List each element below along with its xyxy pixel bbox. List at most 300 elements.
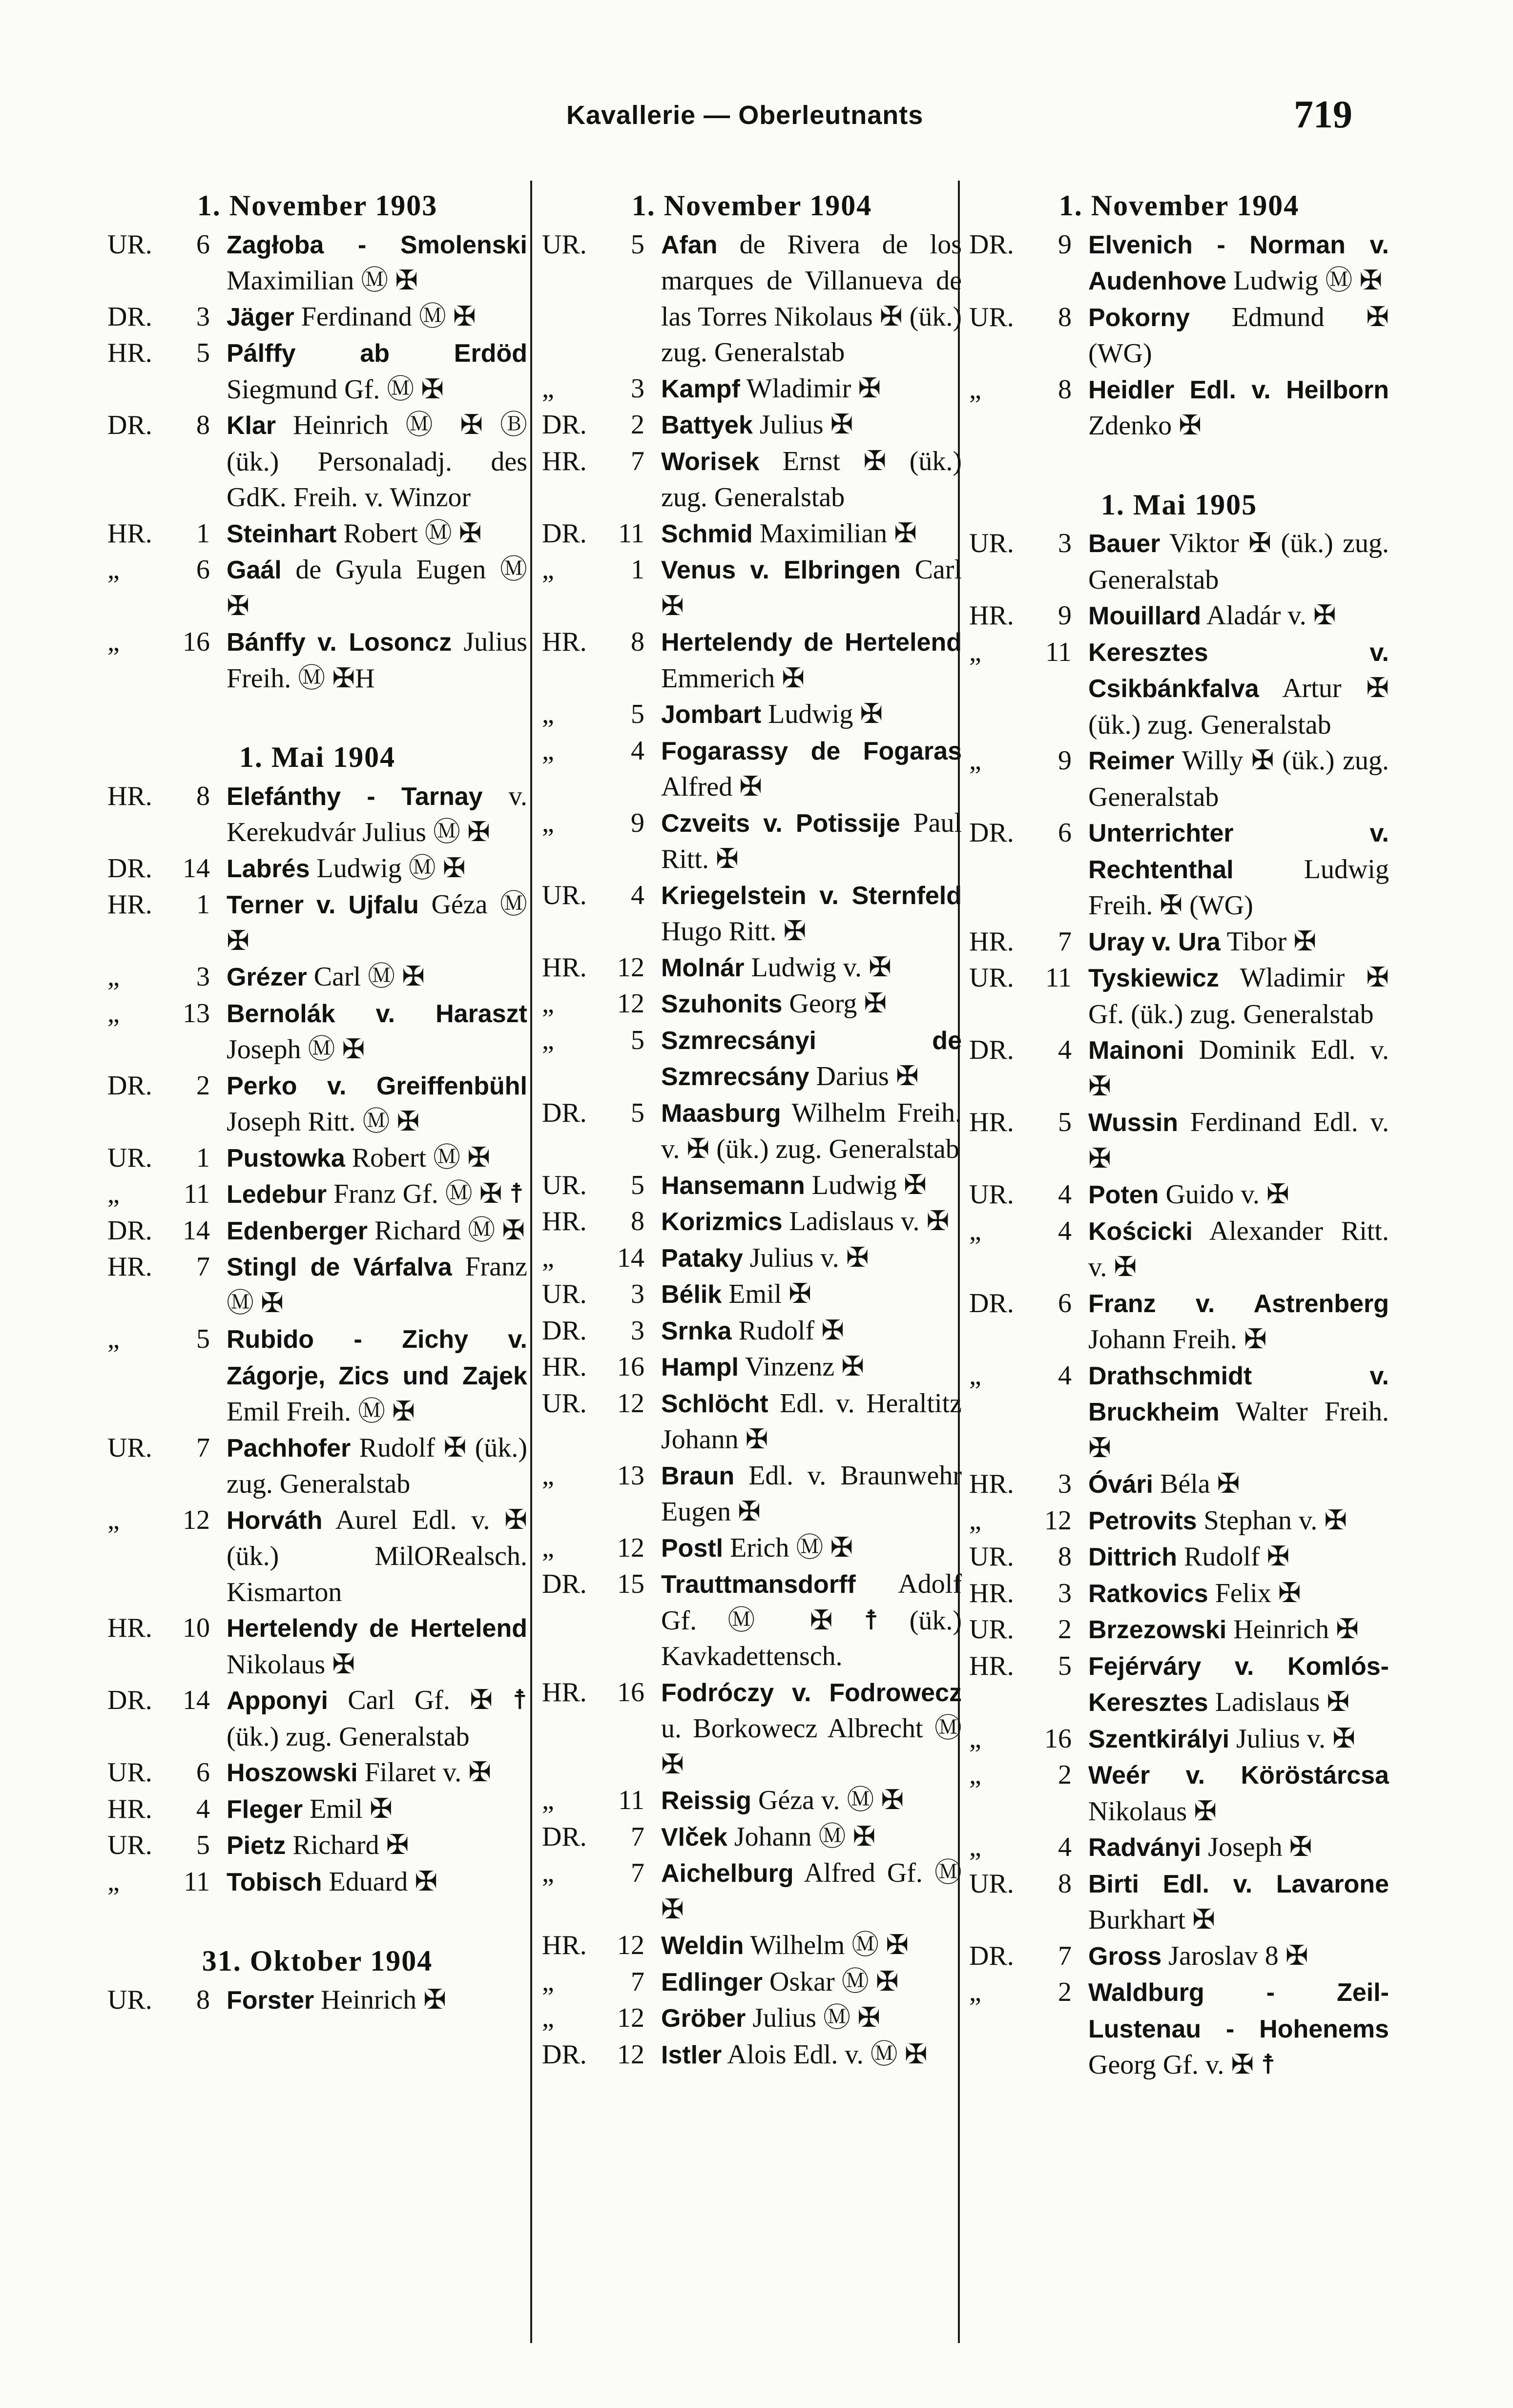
- surname: Kampf: [661, 374, 740, 403]
- regiment-number: 11: [184, 1179, 210, 1209]
- regiment-type: HR.: [107, 1613, 152, 1643]
- officer-name: [227, 1068, 527, 1140]
- regiment-type: „: [107, 962, 120, 992]
- officer-entry: [542, 624, 962, 697]
- regiment-number: 11: [1045, 637, 1072, 667]
- regiment-number: 6: [196, 229, 210, 260]
- regiment-number: 2: [1058, 1977, 1072, 2007]
- surname: Franz v. Astrenberg: [1088, 1289, 1389, 1318]
- regiment-number: 3: [1058, 1469, 1072, 1499]
- given-name-and-decorations: Johann Ⓜ ✠: [734, 1821, 876, 1852]
- regiment-number: 5: [1058, 1107, 1072, 1137]
- given-name-and-decorations: Aladár v. ✠: [1206, 600, 1336, 631]
- regiment-number: 4: [1058, 1832, 1072, 1862]
- regiment-type: „: [542, 1785, 554, 1815]
- regiment-number: 4: [1058, 1035, 1072, 1065]
- regiment-number: 11: [618, 1785, 644, 1815]
- regiment-number: 9: [1058, 745, 1072, 776]
- officer-name: [227, 227, 527, 299]
- given-name-and-decorations: Ferdinand Ⓜ ✠: [301, 301, 476, 332]
- officer-entry: [542, 1964, 962, 2001]
- surname: Rubido - Zichy v. Zágorje, Zics und Zajek: [227, 1325, 527, 1390]
- regiment-number: 3: [1058, 1578, 1072, 1608]
- regiment-type: DR.: [542, 518, 587, 549]
- officer-name: [227, 1502, 527, 1611]
- officer-entry: [107, 299, 527, 336]
- officer-name: [1088, 815, 1389, 924]
- regiment-type: HR.: [542, 1677, 587, 1708]
- officer-entry: [542, 1530, 962, 1567]
- regiment-number: 7: [196, 1252, 210, 1282]
- regiment-number: 8: [631, 1206, 644, 1236]
- regiment-type: „: [969, 1832, 981, 1862]
- section-date-heading: 1. Mai 1905: [1100, 488, 1258, 521]
- surname: Forster: [227, 1986, 314, 2015]
- surname: Apponyi: [227, 1687, 328, 1715]
- officer-entry: [542, 407, 962, 444]
- surname: Maasburg: [661, 1099, 781, 1128]
- regiment-type: „: [542, 555, 554, 585]
- officer-name: [661, 1276, 962, 1313]
- officer-name: [1088, 1866, 1389, 1938]
- given-name-and-decorations: Géza Ⓜ ✠: [227, 889, 527, 956]
- officer-entry: [107, 516, 527, 553]
- regiment-type: DR.: [969, 1288, 1014, 1318]
- officer-entry: [542, 227, 962, 371]
- officer-entry: [107, 1791, 527, 1828]
- surname: Korizmics: [661, 1208, 783, 1236]
- regiment-type: „: [969, 745, 981, 776]
- officer-name: [227, 1249, 527, 1321]
- surname: Birti Edl. v. Lavarone: [1088, 1870, 1389, 1898]
- officer-entry: [107, 1140, 527, 1177]
- officer-name: [661, 371, 962, 408]
- officer-name: [1088, 1032, 1389, 1105]
- section-date-heading: 1. November 1903: [197, 189, 438, 222]
- surname: Postl: [661, 1534, 724, 1563]
- officer-entry: [542, 371, 962, 408]
- given-name-and-decorations: u. Borkowecz Albrecht Ⓜ ✠: [661, 1713, 962, 1780]
- regiment-type: HR.: [107, 1252, 152, 1282]
- surname: Bernolák v. Haraszt: [227, 999, 527, 1028]
- officer-entry: [542, 805, 962, 878]
- regiment-type: „: [542, 1242, 554, 1273]
- regiment-type: UR.: [542, 1279, 587, 1309]
- given-name-and-decorations: Béla ✠: [1160, 1469, 1240, 1499]
- regiment-number: 14: [617, 1242, 644, 1273]
- surname: Drathschmidt v. Bruckheim: [1088, 1361, 1389, 1426]
- regiment-type: „: [969, 1977, 981, 2007]
- officer-name: [661, 2000, 962, 2037]
- regiment-type: UR.: [969, 302, 1014, 332]
- regiment-number: 5: [631, 1097, 644, 1128]
- officer-name: [227, 887, 527, 959]
- given-name-and-decorations: Wilhelm Ⓜ ✠: [750, 1930, 909, 1960]
- officer-name: [661, 1023, 962, 1095]
- regiment-number: 7: [631, 1966, 644, 1997]
- regiment-number: 12: [183, 1504, 210, 1535]
- surname: Zagłoba - Smolenski: [227, 230, 527, 259]
- officer-entry: [542, 444, 962, 516]
- surname: Weldin: [661, 1932, 744, 1960]
- regiment-type: DR.: [107, 301, 152, 332]
- officer-name: [227, 1864, 527, 1901]
- given-name-and-decorations: Ludwig v. ✠: [751, 952, 891, 983]
- given-name-and-decorations: Maximilian Ⓜ ✠: [227, 266, 418, 296]
- surname: Dittrich: [1088, 1543, 1177, 1571]
- regiment-number: 2: [1058, 1760, 1072, 1790]
- regiment-number: 2: [631, 410, 644, 440]
- given-name-and-decorations: Darius ✠: [816, 1061, 919, 1091]
- given-name-and-decorations: Rudolf ✠: [1184, 1542, 1290, 1572]
- regiment-number: 11: [618, 518, 644, 549]
- given-name-and-decorations: Ernst ✠ (ük.) zug. Generalstab: [661, 446, 962, 513]
- surname: Perko v. Greiffenbühl: [227, 1071, 527, 1100]
- given-name-and-decorations: Franz Ⓜ ✠: [227, 1252, 527, 1318]
- regiment-number: 7: [1058, 926, 1072, 957]
- regiment-type: HR.: [107, 1793, 152, 1824]
- regiment-type: HR.: [542, 1930, 587, 1960]
- regiment-type: UR.: [542, 1170, 587, 1200]
- officer-name: [227, 1828, 527, 1864]
- given-name-and-decorations: Johann Freih. ✠: [1088, 1324, 1267, 1355]
- given-name-and-decorations: Siegmund Gf. Ⓜ ✠: [227, 374, 444, 405]
- given-name-and-decorations: Eduard ✠: [329, 1866, 438, 1897]
- surname: Tobisch: [227, 1868, 322, 1896]
- given-name-and-decorations: Filaret v. ✠: [364, 1757, 492, 1788]
- officer-name: [661, 1349, 962, 1386]
- regiment-type: UR.: [107, 1984, 152, 2015]
- given-name-and-decorations: Julius Freih. Ⓜ ✠H: [227, 627, 528, 694]
- regiment-type: UR.: [542, 880, 587, 910]
- given-name-and-decorations: Rudolf ✠: [738, 1315, 845, 1346]
- regiment-number: 8: [1058, 1542, 1072, 1572]
- officer-name: [227, 299, 527, 336]
- given-name-and-decorations: Alexander Ritt. v. ✠: [1088, 1215, 1389, 1282]
- regiment-type: DR.: [107, 1215, 152, 1246]
- surname: Hampl: [661, 1353, 739, 1381]
- officer-entry: [542, 878, 962, 950]
- surname: Terner v. Ujfalu: [227, 891, 419, 919]
- officer-entry: [969, 815, 1389, 924]
- page-number: 719: [1294, 93, 1352, 136]
- surname: Szuhonits: [661, 990, 783, 1018]
- surname: Kościcki: [1088, 1217, 1193, 1246]
- officer-name: [1088, 1576, 1389, 1612]
- surname: Fleger: [227, 1795, 303, 1824]
- officer-name: [661, 2037, 962, 2074]
- surname: Hoszowski: [227, 1759, 358, 1787]
- regiment-number: 9: [631, 807, 644, 838]
- officer-entry: [969, 227, 1389, 300]
- officer-name: [1088, 1286, 1389, 1358]
- officer-name: [661, 878, 962, 950]
- given-name-and-decorations: Dominik Edl. v. ✠: [1088, 1035, 1389, 1102]
- regiment-type: „: [542, 1858, 554, 1888]
- regiment-number: 14: [183, 1685, 210, 1715]
- given-name-and-decorations: de Gyula Eugen Ⓜ ✠: [227, 555, 527, 621]
- surname: Pachhofer: [227, 1434, 351, 1462]
- surname: Klar: [227, 412, 276, 440]
- surname: Elvenich - Norman v. Audenhove: [1088, 230, 1389, 295]
- officer-entry: [542, 516, 962, 553]
- surname: Uray v. Ura: [1088, 927, 1221, 956]
- given-name-and-decorations: Vinzenz ✠: [745, 1352, 865, 1382]
- regiment-type: „: [969, 1505, 981, 1536]
- given-name-and-decorations: Aurel Edl. v. ✠ (ük.) MilORealsch. Kismarton: [227, 1504, 527, 1607]
- regiment-type: „: [542, 1460, 554, 1491]
- officer-name: [661, 444, 962, 516]
- surname: Szmrecsányi de Szmrecsány: [661, 1026, 962, 1091]
- regiment-type: „: [542, 699, 554, 729]
- given-name-and-decorations: Heinrich ✠: [1233, 1614, 1359, 1645]
- officer-name: [1088, 635, 1389, 743]
- officer-entry: [969, 1830, 1389, 1866]
- officer-name: [661, 1928, 962, 1964]
- regiment-number: 4: [1058, 1215, 1072, 1246]
- regiment-type: „: [107, 1866, 120, 1897]
- officer-entry: [107, 1864, 527, 1901]
- officer-entry: [542, 1675, 962, 1783]
- officer-name: [227, 408, 527, 516]
- regiment-type: „: [542, 1966, 554, 1997]
- given-name-and-decorations: Oskar Ⓜ ✠: [769, 1966, 899, 1997]
- regiment-number: 7: [631, 1858, 644, 1888]
- regiment-number: 15: [617, 1569, 644, 1599]
- officer-entry: [969, 1612, 1389, 1648]
- regiment-number: 7: [196, 1432, 210, 1463]
- surname: Steinhart: [227, 519, 337, 548]
- officer-entry: [969, 1503, 1389, 1540]
- regiment-number: 10: [183, 1613, 210, 1643]
- surname: Pustowka: [227, 1144, 345, 1173]
- given-name-and-decorations: Emil Freih. Ⓜ ✠: [227, 1397, 415, 1427]
- officer-name: [1088, 1503, 1389, 1540]
- surname: Grézer: [227, 963, 307, 991]
- officer-name: [661, 1095, 962, 1168]
- officer-name: [661, 227, 962, 371]
- officer-entry: [542, 1783, 962, 1819]
- officer-entry: [969, 526, 1389, 598]
- officer-name: [227, 996, 527, 1068]
- regiment-number: 5: [631, 699, 644, 729]
- given-name-and-decorations: Wladimir ✠: [746, 373, 881, 404]
- officer-entry: [969, 1539, 1389, 1576]
- surname: Schlöcht: [661, 1389, 768, 1418]
- officer-entry: [542, 2037, 962, 2074]
- officer-name: [661, 1819, 962, 1856]
- officer-name: [227, 1140, 527, 1177]
- officer-name: [227, 1683, 527, 1755]
- surname: Vlček: [661, 1823, 727, 1852]
- regiment-type: DR.: [542, 1821, 587, 1852]
- regiment-type: „: [107, 1179, 120, 1209]
- surname: Fodróczy v. Fodrowecz: [661, 1678, 962, 1707]
- officer-entry: [542, 1023, 962, 1095]
- surname: Szentkirályi: [1088, 1725, 1230, 1753]
- surname: Afan: [661, 230, 718, 259]
- regiment-number: 6: [1058, 1288, 1072, 1318]
- given-name-and-decorations: Carl Ⓜ ✠: [313, 962, 425, 992]
- officer-name: [661, 697, 962, 733]
- officer-entry: [107, 227, 527, 299]
- officer-name: [1088, 1612, 1389, 1648]
- surname: Brzezowski: [1088, 1616, 1227, 1644]
- officer-name: [1088, 1466, 1389, 1503]
- regiment-number: 12: [1044, 1505, 1072, 1536]
- given-name-and-decorations: Nikolaus ✠: [227, 1649, 355, 1680]
- officer-entry: [107, 335, 527, 408]
- regiment-type: „: [969, 1760, 981, 1790]
- given-name-and-decorations: Ludwig Freih. ✠ (WG): [1088, 854, 1389, 921]
- surname: Bánffy v. Losoncz: [227, 628, 452, 657]
- officer-entry: [542, 1386, 962, 1458]
- officer-name: [661, 1204, 962, 1240]
- given-name-and-decorations: Joseph Ritt. Ⓜ ✠: [227, 1107, 420, 1137]
- page-header: [0, 93, 1513, 151]
- officer-name: [227, 335, 527, 408]
- regiment-type: DR.: [969, 229, 1014, 260]
- regiment-number: 12: [617, 2039, 644, 2070]
- regiment-number: 12: [617, 988, 644, 1019]
- surname: Poten: [1088, 1181, 1159, 1209]
- officer-name: [227, 1982, 527, 2019]
- surname: Stingl de Várfalva: [227, 1253, 452, 1281]
- regiment-type: HR.: [542, 1352, 587, 1382]
- officer-entry: [542, 1095, 962, 1168]
- regiment-number: 8: [1058, 302, 1072, 332]
- given-name-and-decorations: Carl Gf. ✠ ☨ (ük.) zug. Generalstab: [227, 1685, 527, 1752]
- surname: Jäger: [227, 303, 294, 331]
- regiment-number: 3: [631, 373, 644, 404]
- regiment-type: UR.: [542, 229, 587, 260]
- regiment-number: 3: [196, 962, 210, 992]
- regiment-number: 5: [631, 229, 644, 260]
- regiment-type: DR.: [969, 1940, 1014, 1971]
- surname: Unterrichter v. Rechtenthal: [1088, 819, 1389, 884]
- regiment-type: HR.: [542, 1206, 587, 1236]
- regiment-number: 1: [196, 1142, 210, 1173]
- regiment-type: DR.: [107, 1685, 152, 1715]
- officer-entry: [969, 1866, 1389, 1938]
- regiment-type: UR.: [969, 963, 1014, 993]
- officer-name: [1088, 960, 1389, 1032]
- surname: Waldburg - Zeil-Lustenau - Hohenems: [1088, 1978, 1389, 2043]
- section-date-heading: 1. Mai 1904: [239, 741, 396, 773]
- surname: Labrés: [227, 854, 310, 883]
- regiment-type: HR.: [969, 926, 1014, 957]
- officer-name: [1088, 1214, 1389, 1286]
- regiment-number: 16: [617, 1677, 644, 1708]
- surname: Molnár: [661, 953, 745, 982]
- regiment-number: 4: [1058, 1360, 1072, 1391]
- surname: Hansemann: [661, 1171, 805, 1200]
- officer-entry: [107, 1982, 527, 2019]
- regiment-number: 7: [631, 446, 644, 476]
- given-name-and-decorations: Joseph ✠: [1208, 1832, 1312, 1862]
- officer-entry: [107, 851, 527, 887]
- regiment-number: 1: [631, 555, 644, 585]
- regiment-type: HR.: [542, 952, 587, 983]
- officer-entry: [969, 1721, 1389, 1758]
- surname: Aichelburg: [661, 1859, 794, 1888]
- regiment-type: DR.: [542, 1569, 587, 1599]
- regiment-number: 8: [631, 627, 644, 657]
- officer-name: [1088, 1648, 1389, 1721]
- officer-entry: [542, 1349, 962, 1386]
- officer-name: [661, 733, 962, 805]
- regiment-type: „: [107, 627, 120, 657]
- officer-entry: [107, 1430, 527, 1502]
- regiment-number: 8: [196, 410, 210, 440]
- regiment-number: 4: [1058, 1179, 1072, 1210]
- regiment-type: UR.: [969, 1179, 1014, 1210]
- given-name-and-decorations: Ludwig Ⓜ ✠: [1233, 266, 1383, 296]
- regiment-number: 14: [183, 853, 210, 884]
- regiment-type: DR.: [107, 410, 152, 440]
- officer-entry: [542, 1566, 962, 1675]
- regiment-type: „: [542, 807, 554, 838]
- given-name-and-decorations: Wladimir ✠ Gf. (ük.) zug. Generalstab: [1088, 963, 1389, 1029]
- given-name-and-decorations: Géza v. Ⓜ ✠: [758, 1785, 904, 1815]
- regiment-number: 5: [1058, 1650, 1072, 1681]
- given-name-and-decorations: Heinrich ✠: [321, 1984, 446, 2015]
- regiment-number: 5: [631, 1170, 644, 1200]
- regiment-number: 5: [196, 338, 210, 368]
- given-name-and-decorations: Georg Gf. v. ✠ ☨: [1088, 2050, 1276, 2080]
- regiment-number: 2: [1058, 1614, 1072, 1645]
- regiment-type: UR.: [969, 528, 1014, 558]
- officer-name: [1088, 743, 1389, 815]
- officer-entry: [969, 1214, 1389, 1286]
- officer-entry: [107, 624, 527, 697]
- officer-entry: [107, 408, 527, 516]
- given-name-and-decorations: Richard Ⓜ ✠: [374, 1215, 525, 1246]
- regiment-type: DR.: [542, 410, 587, 440]
- officer-name: [227, 1213, 527, 1250]
- surname: Weér v. Köröstárcsa: [1088, 1761, 1389, 1790]
- officer-name: [1088, 1830, 1389, 1866]
- surname: Venus v. Elbringen: [661, 556, 901, 584]
- regiment-number: 12: [617, 1532, 644, 1563]
- surname: Battyek: [661, 411, 753, 439]
- regiment-type: HR.: [969, 1578, 1014, 1608]
- surname: Istler: [661, 2040, 722, 2069]
- regiment-type: HR.: [969, 1469, 1014, 1499]
- regiment-number: 7: [631, 1821, 644, 1852]
- officer-entry: [107, 1068, 527, 1140]
- officer-entry: [107, 1249, 527, 1321]
- given-name-and-decorations: Jaroslav 8 ✠: [1168, 1940, 1308, 1971]
- officer-entry: [969, 1466, 1389, 1503]
- officer-name: [227, 1321, 527, 1430]
- officer-name: [1088, 1539, 1389, 1576]
- officer-entry: [542, 1928, 962, 1964]
- regiment-type: HR.: [542, 446, 587, 476]
- given-name-and-decorations: Ferdinand Edl. v. ✠: [1088, 1107, 1389, 1174]
- officer-entry: [107, 1610, 527, 1683]
- surname: Fejérváry v. Komlós-Keresztes: [1088, 1652, 1389, 1717]
- regiment-type: DR.: [107, 1070, 152, 1101]
- regiment-number: 12: [617, 2003, 644, 2033]
- officer-name: [1088, 227, 1389, 300]
- officer-name: [661, 805, 962, 878]
- officer-entry: [969, 1975, 1389, 2083]
- officer-entry: [969, 598, 1389, 635]
- given-name-and-decorations: Burkhart ✠: [1088, 1905, 1215, 1935]
- officer-entry: [107, 1828, 527, 1864]
- given-name-and-decorations: Maximilian ✠: [759, 518, 917, 549]
